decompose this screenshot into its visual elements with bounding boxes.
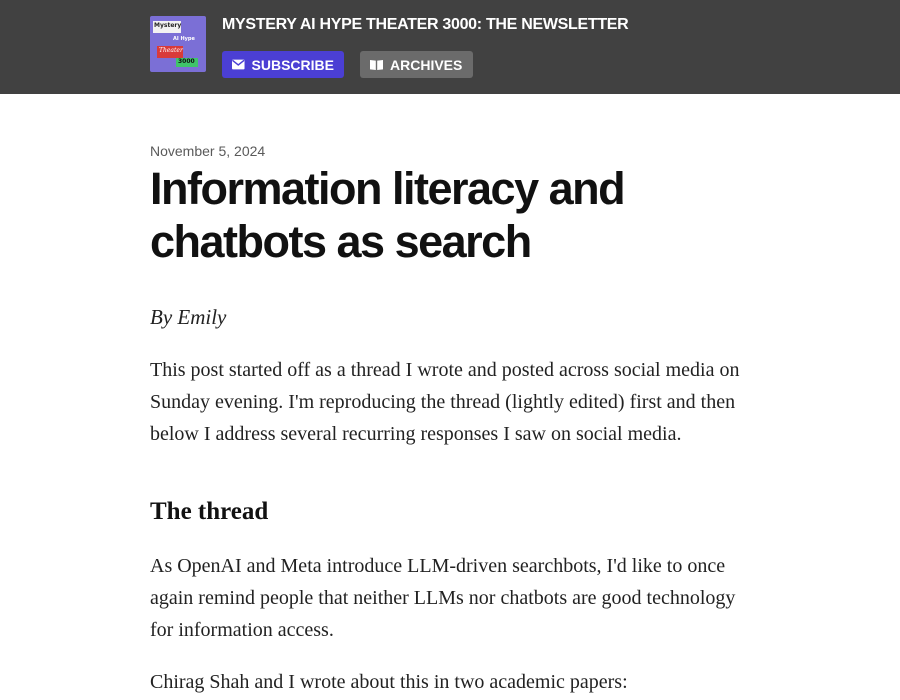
archives-label: ARCHIVES [390, 56, 463, 73]
article-paragraph: As OpenAI and Meta introduce LLM-driven searchbots, I'd like to once again remind people that neither LLMs nor chatbots are good technology for information access. [150, 555, 736, 641]
byline: By Emily [150, 305, 227, 329]
subscribe-label: SUBSCRIBE [251, 56, 334, 73]
logo-text-ai-hype: AI Hype [173, 36, 195, 42]
article-paragraph: This post started off as a thread I wrote and posted across social media on Sunday evening. I'm reproducing the thread (lightly edited) first and then below I address several recurring responses I saw on social media. [150, 359, 740, 445]
envelope-icon [232, 59, 245, 70]
section-heading: The thread [150, 498, 269, 525]
book-icon [370, 59, 383, 70]
publication-title[interactable]: MYSTERY AI HYPE THEATER 3000: THE NEWSLETTER [222, 16, 629, 33]
logo-text-3000: 3000 [178, 58, 195, 65]
archives-button[interactable] [360, 51, 473, 78]
subscribe-button[interactable] [222, 51, 344, 78]
site-header [0, 0, 900, 94]
post-date: November 5, 2024 [150, 143, 266, 159]
newsletter-logo[interactable] [150, 16, 206, 72]
article-paragraph: Chirag Shah and I wrote about this in two academic papers: [150, 671, 628, 693]
logo-text-mystery: Mystery [154, 22, 182, 29]
logo-text-theater: Theater [159, 47, 183, 54]
article-title: Information literacy and chatbots as search [150, 163, 625, 267]
